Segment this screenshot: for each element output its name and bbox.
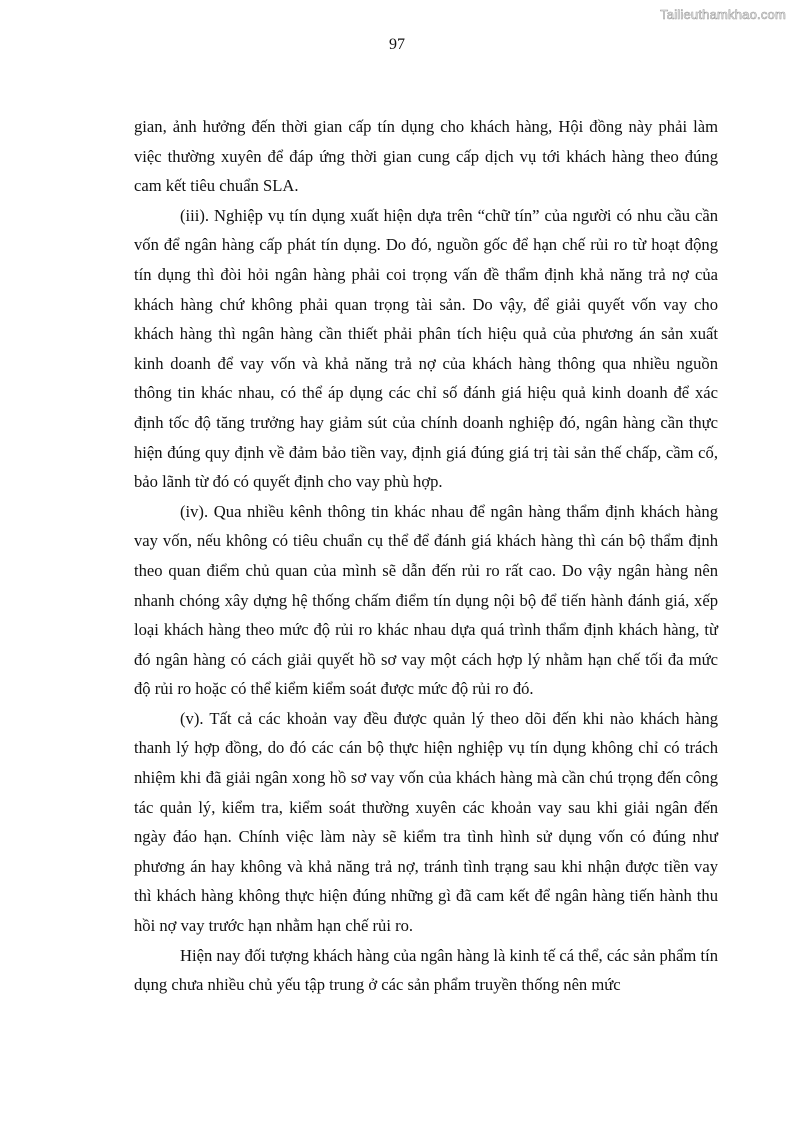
- page-number: 97: [389, 36, 405, 53]
- document-body: [134, 112, 718, 1000]
- paragraph-v: (v). Tất cả các khoản vay đều được quản lý theo dõi đến khi nào khách hàng thanh lý hợp đồng, do đó các cán bộ thực hiện nghiệp vụ tín dụng không chỉ có trách nhiệm khi đã giải ngân xong hồ sơ vay vốn của khách hàng mà cần chú trọng đến công tác quản lý, kiểm tra, kiểm soát thường xuyên các khoản vay sau khi giải ngân đến ngày đáo hạn. Chính việc làm này sẽ kiểm tra tình hình sử dụng vốn có đúng như phương án hay không và khả năng trả nợ, tránh tình trạng sau khi nhận được tiền vay thì khách hàng không thực hiện đúng những gì đã cam kết để ngân hàng tiến hành thu hồi nợ vay trước hạn nhằm hạn chế rủi ro.: [134, 708, 718, 936]
- paragraph-iii: (iii). Nghiệp vụ tín dụng xuất hiện dựa trên “chữ tín” của người có nhu cầu cần vốn để ngân hàng cấp phát tín dụng. Do đó, nguồn gốc để hạn chế rủi ro từ hoạt động tín dụng thì đòi hỏi ngân hàng phải coi trọng vấn đề thẩm định khả năng trả nợ của khách hàng chứ không phải quan trọng tài sản. Do vậy, để giải quyết vốn vay cho khách hàng thì ngân hàng cần thiết phải phân tích hiệu quả của phương án sản xuất kinh doanh để vay vốn và khả năng trả nợ của khách hàng thông qua nhiều nguồn thông tin khác nhau, có thể áp dụng các chỉ số đánh giá hiệu quả kinh doanh để xác định tốc độ tăng trưởng hay giảm sút của chính doanh nghiệp đó, ngân hàng cần thực hiện đúng quy định về đảm bảo tiền vay, định giá đúng giá trị tài sản thế chấp, cầm cố, bảo lãnh từ đó có quyết định cho vay phù hợp.: [134, 205, 718, 492]
- watermark-text: Tailieuthamkhao.com: [660, 7, 786, 22]
- paragraph-iv: (iv). Qua nhiều kênh thông tin khác nhau để ngân hàng thẩm định khách hàng vay vốn, nếu không có tiêu chuẩn cụ thể để đánh giá khách hàng thì cán bộ thẩm định theo quan điểm chủ quan của mình sẽ dẫn đến rủi ro rất cao. Do vậy ngân hàng nên nhanh chóng xây dựng hệ thống chấm điểm tín dụng nội bộ để tiến hành đánh giá, xếp loại khách hàng theo mức độ rủi ro khác nhau dựa quá trình thẩm định khách hàng, từ đó ngân hàng có cách giải quyết hồ sơ vay một cách hợp lý nhằm hạn chế tối đa mức độ rủi ro hoặc có thể kiểm kiểm soát được mức độ rủi ro đó.: [134, 501, 718, 699]
- paragraph-continuation: gian, ảnh hưởng đến thời gian cấp tín dụng cho khách hàng, Hội đồng này phải làm việc thường xuyên để đáp ứng thời gian cung cấp dịch vụ tới khách hàng theo đúng cam kết tiêu chuẩn SLA.: [134, 117, 718, 196]
- paragraph-current-situation: Hiện nay đối tượng khách hàng của ngân hàng là kinh tế cá thể, các sản phẩm tín dụng chưa nhiều chủ yếu tập trung ở các sản phẩm truyền thống nên mức: [134, 945, 718, 995]
